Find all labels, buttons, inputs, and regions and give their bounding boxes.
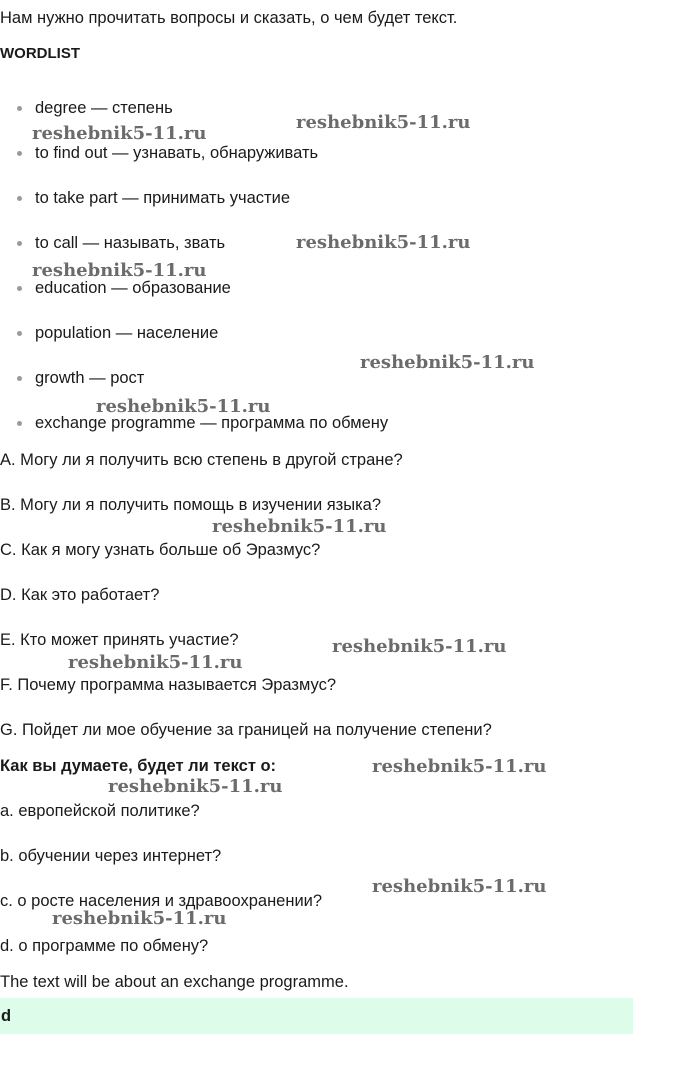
question-c: C. Как я могу узнать больше об Эразмус? — [0, 541, 321, 559]
watermark: reshebnik5-11.ru — [32, 123, 207, 144]
watermark: reshebnik5-11.ru — [108, 776, 283, 797]
bullet-icon — [17, 331, 22, 336]
bullet-icon — [17, 421, 22, 426]
bullet-icon — [17, 151, 22, 156]
question-b: B. Могу ли я получить помощь в изучении языка? — [0, 496, 382, 514]
question-a: A. Могу ли я получить всю степень в другой стране? — [0, 451, 403, 469]
bullet-icon — [17, 196, 22, 201]
question-f: F. Почему программа называется Эразмус? — [0, 676, 337, 694]
bullet-icon — [17, 376, 22, 381]
options-prompt: Как вы думаете, будет ли текст о: — [0, 757, 277, 775]
wordlist-title: WORDLIST — [0, 45, 80, 62]
intro-text: Нам нужно прочитать вопросы и сказать, о чем будет текст. — [0, 9, 458, 27]
question-e: E. Кто может принять участие? — [0, 631, 239, 649]
watermark: reshebnik5-11.ru — [68, 652, 243, 673]
question-g: G. Пойдет ли мое обучение за границей на получение степени? — [0, 721, 492, 739]
watermark: reshebnik5-11.ru — [52, 908, 227, 929]
watermark: reshebnik5-11.ru — [372, 876, 547, 897]
option-c: c. о росте населения и здравоохранении? — [0, 892, 323, 910]
answer-value: d — [1, 1007, 12, 1025]
option-a: a. европейской политике? — [0, 802, 200, 820]
bullet-icon — [17, 106, 22, 111]
watermark: reshebnik5-11.ru — [32, 260, 207, 281]
watermark: reshebnik5-11.ru — [360, 352, 535, 373]
watermark: reshebnik5-11.ru — [212, 516, 387, 537]
bullet-icon — [17, 286, 22, 291]
watermark: reshebnik5-11.ru — [96, 396, 271, 417]
conclusion-text: The text will be about an exchange programme. — [0, 973, 349, 991]
watermark: reshebnik5-11.ru — [372, 756, 547, 777]
answer-box — [0, 998, 633, 1034]
watermark: reshebnik5-11.ru — [332, 636, 507, 657]
watermark: reshebnik5-11.ru — [296, 112, 471, 133]
bullet-icon — [17, 241, 22, 246]
watermark: reshebnik5-11.ru — [296, 232, 471, 253]
option-d: d. о программе по обмену? — [0, 937, 209, 955]
question-d: D. Как это работает? — [0, 586, 160, 604]
option-b: b. обучении через интернет? — [0, 847, 222, 865]
